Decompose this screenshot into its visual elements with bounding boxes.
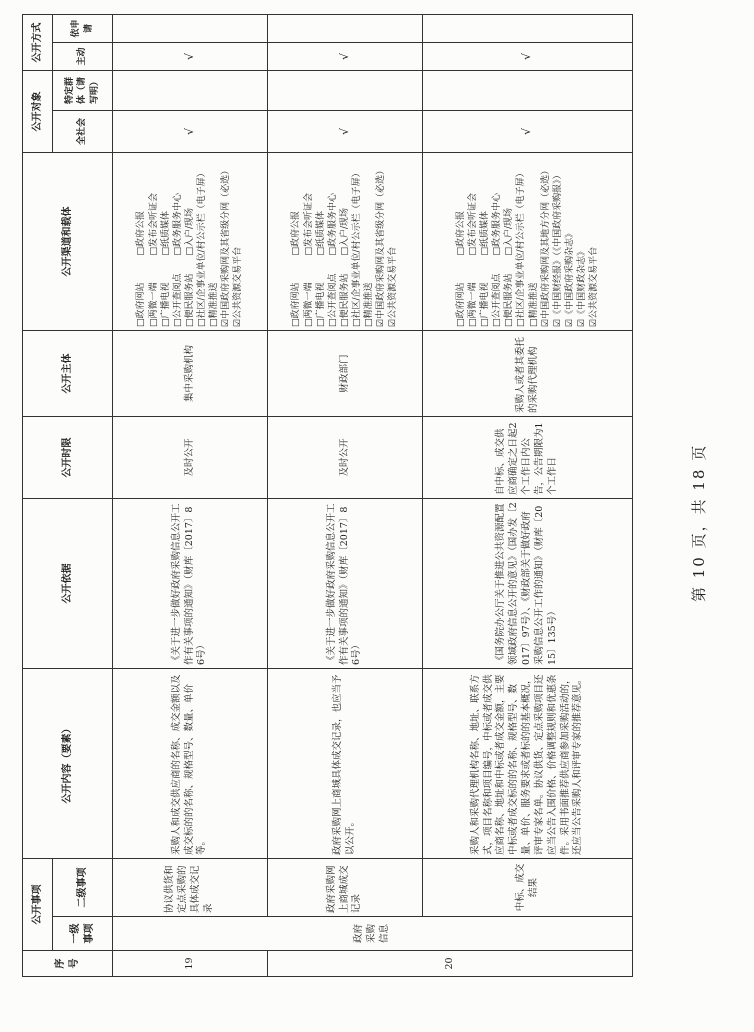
row-target-specific: [423, 71, 633, 111]
row-basis: 《关于进一步做好政府采购信息公开工作有关事项的通知》（财库〔2017〕86号）: [268, 499, 423, 669]
row-time: 及时公开: [113, 417, 268, 499]
page-number: 第 10 页，共 18 页: [690, 443, 708, 602]
disclosure-table: [22, 14, 633, 977]
channel-list: □政府网站 □政府公报 □两微一端 □发布会听证会 □广播电视 □纸质媒体 □公开查阅点 □政务服务中心 □便民服务站 □入户/现场 □社区/企事业单位/村公示栏（电子屏） □精准推送 ☑中国政府采购网及其地方分网（必选） ☑《中国财经报》（《中国政府采购报》） ☑《中国政府采购杂志》 ☑《中国财政杂志》 ☑公共资源交易平台: [455, 165, 600, 327]
row-mode-apply: [268, 15, 423, 43]
channel-list: □政府网站 □政府公报 □两微一端 □发布会听证会 □广播电视 □纸质媒体 □公开查阅点 □政务服务中心 □便民服务站 □入户/现场 □社区/企事业单位/村公示栏（电子屏） □精准推送 ☑中国政府采购网及其省级分网（必选） ☑公共资源交易平台: [291, 165, 399, 327]
header-target-specific: 特定群体（请写明）: [53, 71, 113, 111]
table-row: [268, 15, 423, 977]
row-mode-active: √: [268, 43, 423, 71]
header-mode-apply: 依申请: [53, 15, 113, 43]
header-target: 公开对象: [23, 71, 53, 153]
header-content: 公开内容（要素）: [23, 669, 113, 859]
row-mode-apply: [423, 15, 633, 43]
header-basis: 公开依据: [23, 499, 113, 669]
header-group: 公开事项: [23, 859, 53, 951]
row-time: 自中标、成交供应商确定之日起2个工作日内公告，公告期限为1个工作日: [423, 417, 633, 499]
row-channels: [113, 153, 268, 331]
row-target-all: √: [113, 111, 268, 153]
row-level1: 政府采购信息: [113, 917, 633, 951]
row-subject: 采购人或者其委托的采购代理机构: [423, 331, 633, 417]
header-time: 公开时限: [23, 417, 113, 499]
row-target-specific: [113, 71, 268, 111]
row-channels: [423, 153, 633, 331]
row-mode-active: √: [113, 43, 268, 71]
table-row: [113, 15, 268, 977]
header-target-all: 全社会: [53, 111, 113, 153]
row-basis: 《国务院办公厅关于推进公共资源配置领域政府信息公开的意见》（国办发〔2017〕97号）、《财政部关于做好政府采购信息公开工作的通知》（财库〔2015〕135号）: [423, 499, 633, 669]
row-target-specific: [268, 71, 423, 111]
row-seq: 20: [268, 951, 633, 977]
row-mode-apply: [113, 15, 268, 43]
row-seq: 19: [113, 951, 268, 977]
row-subject: 集中采购机构: [113, 331, 268, 417]
header-mode-active: 主动: [53, 43, 113, 71]
header-row-1: [23, 15, 53, 977]
row-level2: 中标、成交结果: [423, 859, 633, 917]
header-subject: 公开主体: [23, 331, 113, 417]
row-content: 采购人和成交供应商的名称、成交金额以及成交标的的名称、规格型号、数量、单价等。: [113, 669, 268, 859]
header-channel: 公开渠道和载体: [23, 153, 113, 331]
row-target-all: √: [268, 111, 423, 153]
header-seq: 序号: [23, 951, 113, 977]
header-mode: 公开方式: [23, 15, 53, 71]
table-row: [423, 15, 633, 977]
row-level2: 政府采购网上商城成交记录: [268, 859, 423, 917]
header-l2: 二级事项: [53, 859, 113, 917]
row-basis: 《关于进一步做好政府采购信息公开工作有关事项的通知》（财库〔2017〕86号）: [113, 499, 268, 669]
row-subject: 财政部门: [268, 331, 423, 417]
row-channels: [268, 153, 423, 331]
row-content: 采购人和采购代理机构名称、地址、联系方式，项目名称和项目编号，中标或者成交供应商名称、地址和中标或者成交金额，主要中标或者成交标的的名称、规格型号、数量、单价、服务要求或者标的的基本概况，评审专家名单。协议供货、定点采购项目还应当公告入围价格、价格调整规则和优惠条件。采用书面推荐供应商参加采购活动的，还应当公告采购人和评审专家的推荐意见。: [423, 669, 633, 859]
row-content: 政府采购网上商城具体成交记录，也应当予以公开。: [268, 669, 423, 859]
channel-list: □政府网站 □政府公报 □两微一端 □发布会听证会 □广播电视 □纸质媒体 □公开查阅点 □政务服务中心 □便民服务站 □入户/现场 □社区/企事业单位/村公示栏（电子屏） □精准推送 ☑中国政府采购网及其省级分网（必选） ☑公共资源交易平台: [136, 165, 244, 327]
row-mode-active: √: [423, 43, 633, 71]
row-level2: 协议供货和定点采购的具体成交记录: [113, 859, 268, 917]
row-target-all: √: [423, 111, 633, 153]
header-l1: 一级事项: [53, 917, 113, 951]
row-time: 及时公开: [268, 417, 423, 499]
